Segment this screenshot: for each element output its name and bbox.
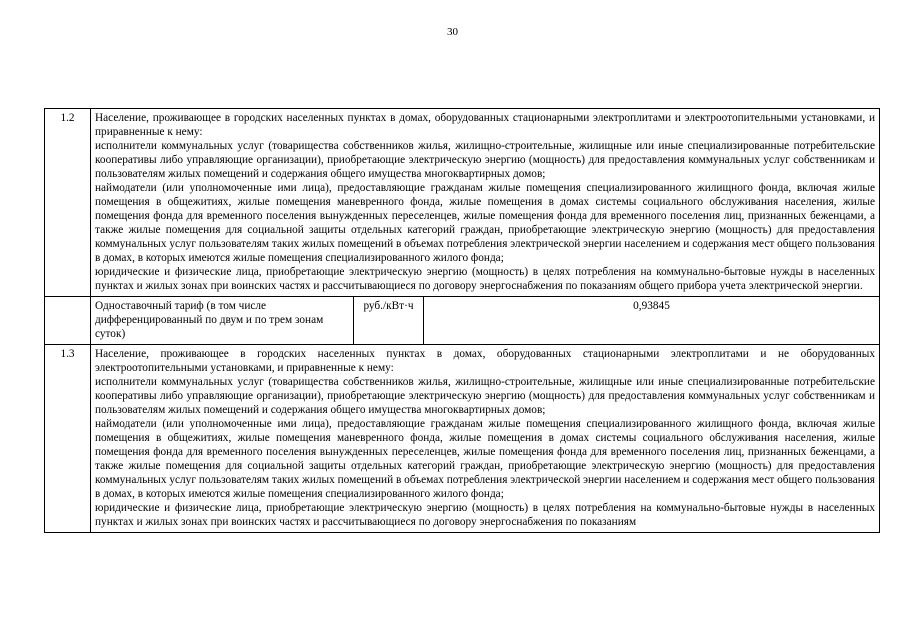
tariff-unit: руб./кВт·ч bbox=[354, 297, 424, 345]
page-number: 30 bbox=[447, 26, 458, 38]
section-paragraph: наймодатели (или уполномоченные ими лица), предоставляющие гражданам жилые помещения специализированного жилищного фонда, включая жилые помещения в общежитиях, жилые помещения маневренного фонда, жилые помещения в домах системы социального обслуживания населения, жилые помещения фонда для временного поселения вынужденных переселенцев, жилые помещения фонда для временного поселения лиц, признанных беженцами, а также жилые помещения для социальной защиты отдельных категорий граждан, приобретающие электрическую энергию (мощность) для предоставления коммунальных услуг пользователям таких жилых помещений в объемах потребления электрической энергии населением и содержания мест общего пользования в домах, в которых имеются жилые помещения специализированного жилого фонда; bbox=[95, 182, 875, 264]
section-description bbox=[91, 345, 880, 533]
tariff-table bbox=[44, 108, 880, 533]
section-paragraph: юридические и физические лица, приобретающие электрическую энергию (мощность) в целях потребления на коммунально-бытовые нужды в населенных пунктах и жилых зонах при воинских частях и рассчитывающиеся по договору энергоснабжения по показаниям bbox=[95, 502, 875, 528]
table-row bbox=[45, 297, 880, 345]
section-number: 1.3 bbox=[45, 345, 91, 533]
section-paragraph: исполнители коммунальных услуг (товарищества собственников жилья, жилищно-строительные, жилищные или иные специализированные потребительские кооперативы либо управляющие организации), приобретающие электрическую энергию (мощность) для предоставления коммунальных услуг собственникам и пользователям жилых помещений и содержания общего имущества многоквартирных домов; bbox=[95, 140, 875, 180]
section-heading: Население, проживающее в городских населенных пунктах в домах, оборудованных стационарными электроплитами и не оборудованных электроотопительными установками, и приравненные к нему: bbox=[95, 348, 875, 374]
tariff-value: 0,93845 bbox=[424, 297, 880, 345]
table-row bbox=[45, 109, 880, 297]
table-row bbox=[45, 345, 880, 533]
section-paragraph: юридические и физические лица, приобретающие электрическую энергию (мощность) в целях потребления на коммунально-бытовые нужды в населенных пунктах и жилых зонах при воинских частях и рассчитывающиеся по договору энергоснабжения по показаниям общего прибора учета электрической энергии. bbox=[95, 266, 875, 292]
empty-cell bbox=[45, 297, 91, 345]
tariff-name: Одноставочный тариф (в том числе дифференцированный по двум и по трем зонам суток) bbox=[91, 297, 354, 345]
section-heading: Население, проживающее в городских населенных пунктах в домах, оборудованных стационарными электроплитами и электроотопительными установками, и приравненные к нему: bbox=[95, 112, 875, 138]
section-paragraph: исполнители коммунальных услуг (товарищества собственников жилья, жилищно-строительные, жилищные или иные специализированные потребительские кооперативы либо управляющие организации), приобретающие электрическую энергию (мощность) для предоставления коммунальных услуг собственникам и пользователям жилых помещений и содержания общего имущества многоквартирных домов; bbox=[95, 376, 875, 416]
section-number: 1.2 bbox=[45, 109, 91, 297]
section-description bbox=[91, 109, 880, 297]
section-paragraph: наймодатели (или уполномоченные ими лица), предоставляющие гражданам жилые помещения специализированного жилищного фонда, включая жилые помещения в общежитиях, жилые помещения маневренного фонда, жилые помещения в домах системы социального обслуживания населения, жилые помещения фонда для временного поселения вынужденных переселенцев, жилые помещения фонда для временного поселения лиц, признанных беженцами, а также жилые помещения для социальной защиты отдельных категорий граждан, приобретающие электрическую энергию (мощность) для предоставления коммунальных услуг пользователям таких жилых помещений в объемах потребления электрической энергии населением и содержания мест общего пользования в домах, в которых имеются жилые помещения специализированного жилого фонда; bbox=[95, 418, 875, 500]
